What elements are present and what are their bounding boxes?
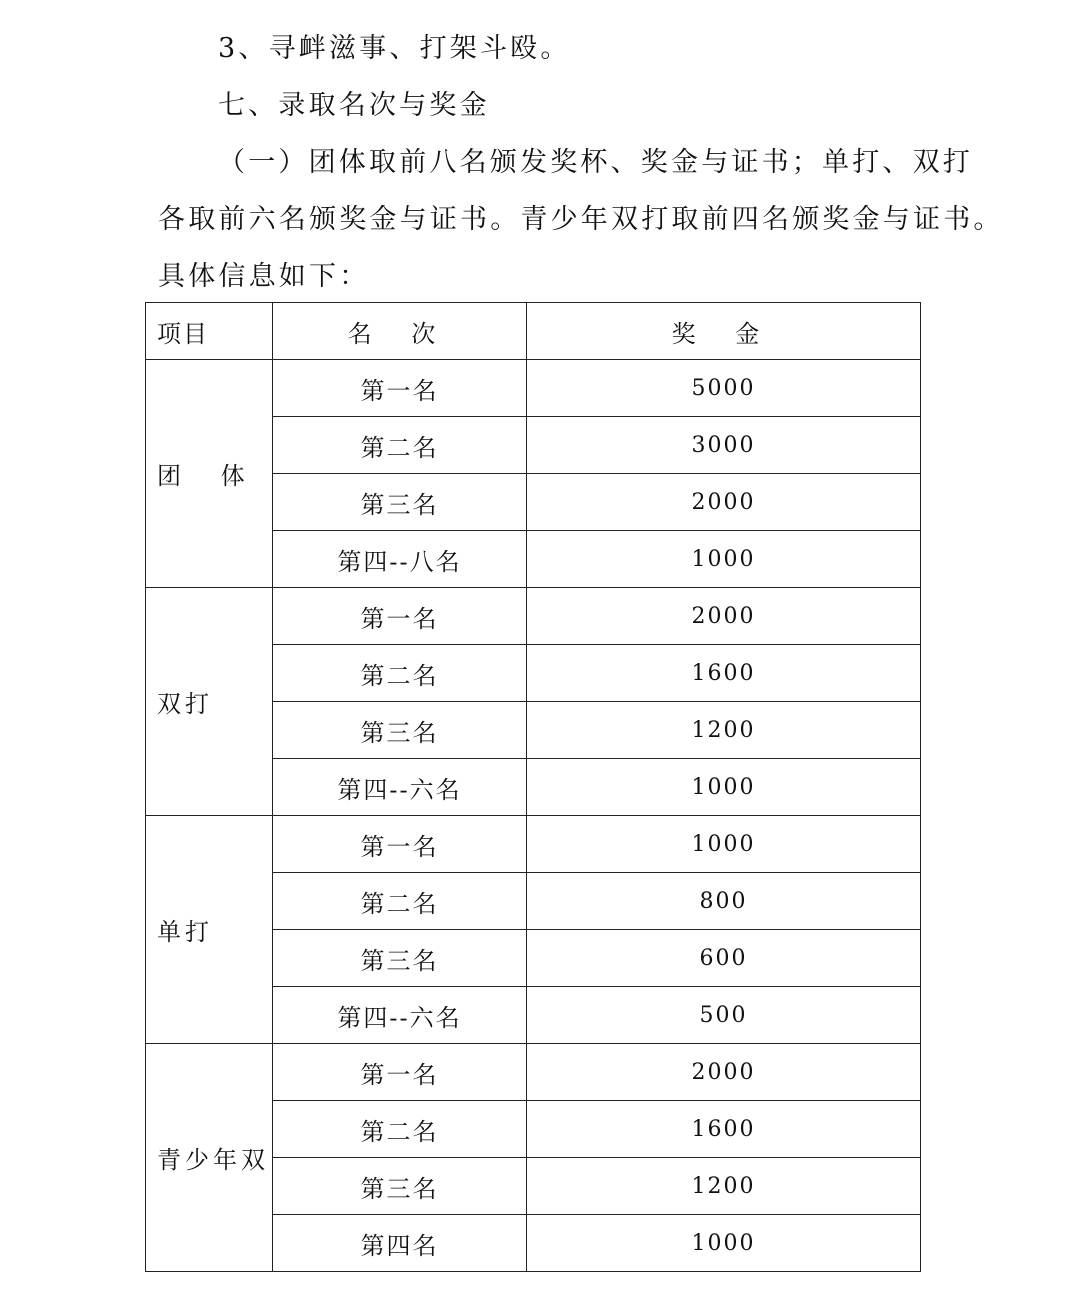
rank-cell: 第三名 xyxy=(273,1158,527,1215)
amount-cell: 1600 xyxy=(527,1101,921,1158)
amount-cell: 2000 xyxy=(527,474,921,531)
rank-cell: 第四名 xyxy=(273,1215,527,1272)
rank-cell: 第三名 xyxy=(273,930,527,987)
amount-cell: 1000 xyxy=(527,759,921,816)
rank-cell: 第二名 xyxy=(273,873,527,930)
list-item-3: 3、寻衅滋事、打架斗殴。 xyxy=(218,33,571,64)
rank-cell: 第二名 xyxy=(273,1101,527,1158)
amount-cell: 1000 xyxy=(527,531,921,588)
rank-cell: 第四--八名 xyxy=(273,531,527,588)
header-prize: 奖 金 xyxy=(527,303,921,360)
amount-cell: 800 xyxy=(527,873,921,930)
table-header-row xyxy=(146,303,921,360)
header-rank: 名 次 xyxy=(273,303,527,360)
rule-line-3: 具体信息如下： xyxy=(158,261,370,292)
category-cell-team: 团 体 xyxy=(146,360,273,588)
amount-cell: 2000 xyxy=(527,1044,921,1101)
rule-paragraph xyxy=(158,134,1004,305)
rank-cell: 第一名 xyxy=(273,1044,527,1101)
amount-cell: 1000 xyxy=(527,1215,921,1272)
rank-cell: 第四--六名 xyxy=(273,987,527,1044)
rule-line-1: （一）团体取前八名颁发奖杯、奖金与证书；单打、双打 xyxy=(218,147,973,178)
category-cell-doubles: 双打 xyxy=(146,588,273,816)
rank-cell: 第二名 xyxy=(273,645,527,702)
table-row xyxy=(146,588,921,645)
amount-cell: 600 xyxy=(527,930,921,987)
rank-cell: 第三名 xyxy=(273,474,527,531)
category-cell-youth-doubles: 青少年双 xyxy=(146,1044,273,1272)
rank-cell: 第四--六名 xyxy=(273,759,527,816)
rank-cell: 第三名 xyxy=(273,702,527,759)
amount-cell: 1200 xyxy=(527,702,921,759)
amount-cell: 3000 xyxy=(527,417,921,474)
table-row xyxy=(146,360,921,417)
rank-cell: 第二名 xyxy=(273,417,527,474)
amount-cell: 1200 xyxy=(527,1158,921,1215)
rank-cell: 第一名 xyxy=(273,816,527,873)
amount-cell: 1600 xyxy=(527,645,921,702)
amount-cell: 500 xyxy=(527,987,921,1044)
amount-cell: 1000 xyxy=(527,816,921,873)
rank-cell: 第一名 xyxy=(273,360,527,417)
category-cell-singles: 单打 xyxy=(146,816,273,1044)
table-row xyxy=(146,1044,921,1101)
amount-cell: 5000 xyxy=(527,360,921,417)
header-item: 项目 xyxy=(146,303,273,360)
rule-line-2: 各取前六名颁奖金与证书。青少年双打取前四名颁奖金与证书。 xyxy=(158,204,1004,235)
table-row xyxy=(146,816,921,873)
amount-cell: 2000 xyxy=(527,588,921,645)
rank-cell: 第一名 xyxy=(273,588,527,645)
prize-table xyxy=(145,302,921,1272)
section-heading-7: 七、录取名次与奖金 xyxy=(218,90,490,121)
